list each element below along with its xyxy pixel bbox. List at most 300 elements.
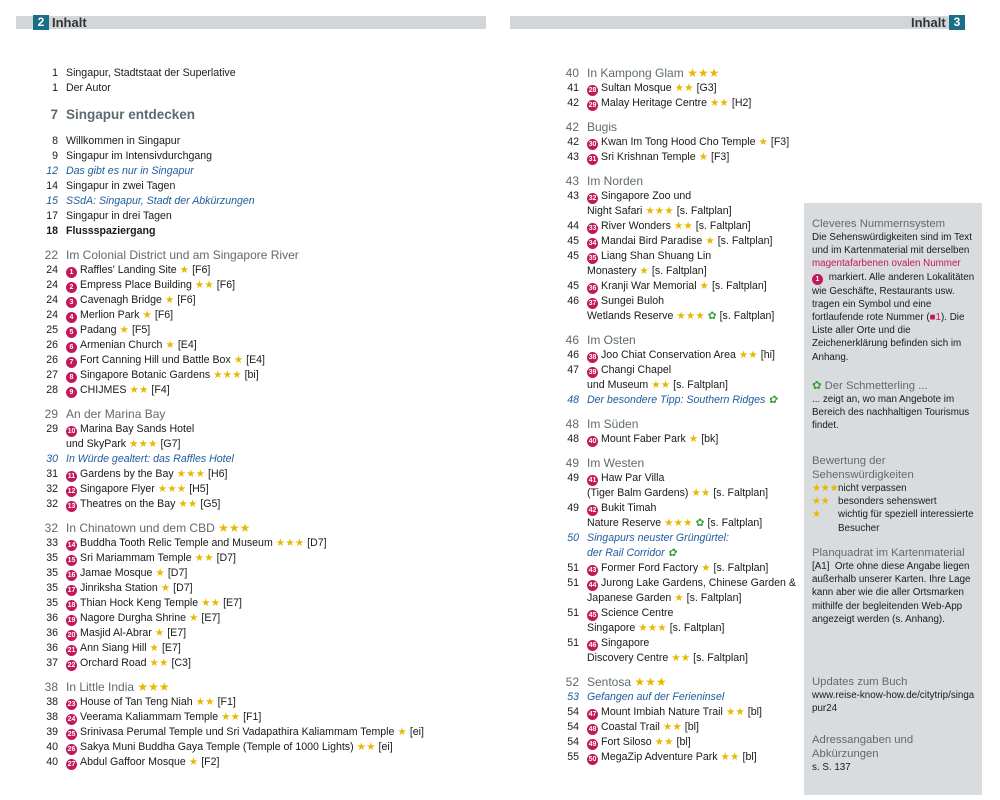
toc-row[interactable] (34, 566, 424, 581)
sight-number-badge: 4 (66, 312, 77, 323)
toc-row[interactable] (555, 456, 796, 471)
toc-page-number: 41 (567, 82, 579, 94)
butterfly-icon: ✿ (768, 394, 778, 406)
toc-entry-label: Changi Chapel (601, 364, 672, 376)
toc-row[interactable] (34, 581, 424, 596)
toc-row[interactable] (555, 591, 796, 606)
toc-entry-label: der Rail Corridor (587, 547, 665, 559)
toc-page-number (34, 437, 66, 452)
rating-stars-icon: ★★★ (687, 66, 720, 80)
toc-row[interactable] (555, 735, 796, 750)
rating-stars-icon: ★ (758, 136, 768, 148)
toc-page-number: 46 (565, 333, 579, 347)
toc-entry-label: House of Tan Teng Niah (80, 696, 193, 708)
toc-entry-label: Fort Siloso (601, 736, 652, 748)
toc-row[interactable] (34, 224, 424, 239)
rating-stars-icon: ★★ (195, 696, 215, 708)
butterfly-icon: ✿ (812, 380, 822, 392)
toc-row[interactable] (34, 194, 424, 209)
toc-row[interactable] (34, 521, 424, 536)
sight-number-badge: 25 (67, 731, 76, 738)
rating-stars-icon: ★★ (709, 97, 729, 109)
toc-entry-label: River Wonders (601, 220, 671, 232)
numbering-box (812, 217, 977, 364)
toc-page-number: 40 (46, 756, 58, 768)
rating-stars-icon: ★★ (221, 711, 241, 723)
rating-stars-icon: ★★★ (157, 483, 187, 495)
toc-row[interactable] (34, 293, 424, 308)
grid-title: Planquadrat im Kartenmaterial (812, 547, 965, 559)
toc-row[interactable] (34, 383, 424, 398)
toc-entry (587, 378, 728, 393)
toc-row[interactable] (34, 467, 424, 482)
toc-row[interactable] (555, 621, 796, 636)
toc-page-number: 36 (46, 642, 58, 654)
rating-stars-icon: ★ (188, 612, 199, 624)
toc-entry (66, 66, 236, 81)
toc-page-number: 33 (46, 537, 58, 549)
rating-stars-icon: ★★ (725, 706, 745, 718)
toc-row[interactable] (34, 209, 424, 224)
toc-page-number: 51 (567, 562, 579, 574)
sight-number-badge: 22 (67, 662, 76, 669)
rating-stars-icon: ★★★ (664, 517, 693, 529)
toc-entry-label: Singapore Botanic Gardens (80, 369, 211, 381)
toc-entry-label: Veerama Kaliammam Temple (80, 711, 219, 723)
toc-row[interactable] (34, 626, 424, 641)
toc-row[interactable] (555, 96, 796, 111)
map-grid-ref: [F3] (770, 136, 790, 148)
map-grid-ref: [E7] (167, 627, 187, 639)
toc-page-number: 49 (567, 472, 579, 484)
toc-entry (66, 626, 186, 641)
toc-entry-label: Science Centre (601, 607, 674, 619)
toc-row[interactable] (555, 675, 796, 690)
sight-number-badge: 41 (588, 477, 597, 484)
toc-row[interactable] (34, 422, 424, 437)
toc-entry (66, 134, 180, 149)
toc-page-number: 50 (567, 532, 579, 544)
map-grid-ref: [G7] (160, 438, 181, 450)
toc-row[interactable] (555, 279, 796, 294)
toc-row[interactable] (555, 546, 796, 561)
toc-row[interactable] (34, 596, 424, 611)
rating-stars-icon: ★ (701, 562, 711, 574)
toc-row[interactable] (34, 263, 424, 278)
sight-number-badge: 7 (66, 357, 77, 368)
toc-entry (587, 219, 751, 234)
toc-page-number: 1 (52, 82, 58, 94)
toc-page-number: 26 (46, 354, 58, 366)
toc-row[interactable] (34, 437, 424, 452)
left-page-title: Inhalt (52, 15, 87, 30)
sight-number-badge: 24 (67, 716, 76, 723)
toc-row[interactable] (34, 452, 424, 467)
toc-entry-label: Nagore Durgha Shrine (80, 612, 186, 624)
toc-row[interactable] (34, 179, 424, 194)
toc-entry-label: Ann Siang Hill (80, 642, 147, 654)
rating-stars-icon: ★★ (738, 349, 758, 361)
rating-stars-icon: ★★★ (638, 622, 667, 634)
toc-row[interactable] (34, 680, 424, 695)
toc-entry-label: Monastery (587, 265, 637, 277)
toc-row[interactable] (555, 363, 796, 378)
toc-entry-label: Masjid Al-Abrar (80, 627, 152, 639)
map-grid-ref: [s. Faltplan] (719, 310, 775, 322)
left-page-number: 2 (33, 15, 49, 30)
sight-number-badge: 5 (66, 327, 77, 338)
rating-stars-icon: ★★★ (645, 205, 674, 217)
toc-row[interactable] (555, 561, 796, 576)
sight-number-badge: 42 (588, 507, 597, 514)
toc-row[interactable] (34, 149, 424, 164)
map-grid-ref: [F1] (243, 711, 262, 723)
toc-entry (587, 348, 775, 363)
toc-page-number: 24 (46, 309, 58, 321)
toc-page-number: 43 (567, 151, 579, 163)
toc-row[interactable] (34, 368, 424, 383)
toc-row[interactable] (555, 234, 796, 249)
map-grid-ref: [s. Faltplan] (713, 487, 769, 499)
toc-entry (587, 189, 691, 204)
toc-row[interactable] (555, 720, 796, 735)
toc-entry (587, 561, 768, 576)
toc-entry (587, 393, 777, 408)
toc-row[interactable] (34, 656, 424, 671)
toc-row[interactable] (555, 81, 796, 96)
toc-entry-label: Nature Reserve (587, 517, 662, 529)
toc-page-number: 40 (565, 66, 579, 80)
toc-row[interactable] (555, 348, 796, 363)
toc-page-number (555, 486, 587, 501)
toc-page-number (555, 309, 587, 324)
toc-entry-label: Singapurs neuster Grüngürtel: (587, 532, 729, 544)
toc-row[interactable] (34, 66, 424, 81)
toc-row[interactable] (34, 407, 424, 422)
toc-entry-label: Wetlands Reserve (587, 310, 674, 322)
toc-entry (66, 368, 259, 383)
toc-row[interactable] (555, 432, 796, 447)
toc-entry (587, 516, 762, 531)
toc-page-number: 36 (46, 612, 58, 624)
map-grid-ref: [C3] (171, 657, 191, 669)
toc-page-number: 25 (46, 324, 58, 336)
toc-entry-label: Kwan Im Tong Hood Cho Temple (601, 136, 756, 148)
numbering-magenta: magentafarbenen ovalen Nummer (812, 258, 961, 270)
toc-entry (66, 497, 220, 512)
toc-row[interactable] (555, 501, 796, 516)
toc-row[interactable] (555, 576, 796, 591)
toc-entry (587, 651, 748, 666)
toc-entry-label: Singapur in zwei Tagen (66, 180, 176, 192)
toc-row[interactable] (555, 135, 796, 150)
toc-entry-label: Sungei Buloh (601, 295, 665, 307)
toc-page-number: 45 (567, 235, 579, 247)
toc-entry-label: Haw Par Villa (601, 472, 665, 484)
toc-entry (587, 294, 664, 309)
toc-entry-label: Flussspaziergang (66, 225, 156, 237)
updates-link[interactable]: www.reise-know-how.de/citytrip/singapur24 (812, 690, 975, 715)
toc-page-number: 37 (46, 657, 58, 669)
toc-row[interactable] (34, 551, 424, 566)
toc-entry (587, 204, 732, 219)
toc-page-number (555, 204, 587, 219)
toc-entry-label: Der Autor (66, 82, 111, 94)
toc-row[interactable] (34, 755, 424, 770)
toc-page-number: 49 (567, 502, 579, 514)
toc-row[interactable] (555, 705, 796, 720)
toc-entry-label: In Little India (66, 680, 135, 694)
toc-entry-label: Night Safari (587, 205, 643, 217)
toc-page-number: 54 (567, 736, 579, 748)
right-page-title: Inhalt (911, 15, 946, 30)
toc-row[interactable] (34, 695, 424, 710)
toc-entry-label: Gardens by the Bay (80, 468, 174, 480)
toc-page-number: 26 (46, 339, 58, 351)
numbering-title: Cleveres Nummernsystem (812, 218, 946, 230)
toc-entry (66, 293, 196, 308)
rating-stars-icon: ★ (155, 567, 165, 579)
address-title: Adressangaben und Abkürzungen (812, 734, 914, 760)
toc-page-number: 38 (46, 711, 58, 723)
butterfly-icon: ✿ (695, 517, 705, 529)
toc-row[interactable] (34, 164, 424, 179)
sight-number-badge: 10 (67, 428, 76, 435)
toc-row[interactable] (555, 264, 796, 279)
toc-entry-label: Das gibt es nur in Singapur (66, 165, 194, 177)
toc-entry (66, 611, 220, 626)
rating-stars-icon: ★★★ (129, 438, 158, 450)
map-grid-ref: [F1] (217, 696, 236, 708)
sight-number-badge: 38 (588, 354, 597, 361)
toc-page-number: 35 (46, 582, 58, 594)
toc-row[interactable] (555, 174, 796, 189)
map-grid-ref: [hi] (760, 349, 775, 361)
toc-entry (587, 750, 757, 765)
toc-entry-label: Im Colonial District und am Singapore River (66, 248, 299, 262)
toc-entry (66, 680, 170, 695)
toc-entry-label: Singapur im Intensivdurchgang (66, 150, 213, 162)
sight-number-badge: 3 (66, 297, 77, 308)
sight-number-badge: 13 (67, 503, 76, 510)
toc-entry (587, 636, 649, 651)
toc-row[interactable] (34, 725, 424, 740)
toc-page-number: 29 (44, 407, 58, 421)
map-grid-ref: [s. Faltplan] (717, 235, 773, 247)
sight-number-badge: 26 (67, 746, 76, 753)
toc-page-number: 35 (46, 597, 58, 609)
toc-row[interactable] (555, 189, 796, 204)
address-box (812, 733, 977, 774)
toc-row[interactable] (34, 497, 424, 512)
toc-entry (66, 536, 327, 551)
rating-stars-icon: ★ (160, 582, 171, 594)
toc-row[interactable] (34, 248, 424, 263)
toc-row[interactable] (34, 536, 424, 551)
toc-row[interactable] (34, 81, 424, 96)
toc-page-number: 9 (52, 150, 58, 162)
toc-row[interactable] (34, 278, 424, 293)
toc-entry (66, 521, 250, 536)
toc-page-number: 48 (567, 394, 579, 406)
toc-row[interactable] (555, 531, 796, 546)
toc-row[interactable] (555, 309, 796, 324)
toc-entry-label: Bugis (587, 120, 618, 134)
rating-stars-icon: ★★★ (176, 468, 206, 480)
toc-entry (66, 383, 170, 398)
toc-row[interactable] (555, 636, 796, 651)
toc-entry (587, 81, 717, 96)
map-grid-ref: [D7] (307, 537, 327, 549)
toc-entry (587, 675, 667, 690)
toc-entry (587, 363, 671, 378)
toc-page-number: 54 (567, 721, 579, 733)
toc-entry (66, 710, 261, 725)
toc-column-middle (555, 66, 796, 765)
numbering-text-2: markiert. Alle anderen Lokalitäten wie Geschäfte, Restaurants usw. tragen ein Symbol und eine fortlaufende rote Nummer ( (812, 271, 975, 324)
sight-number-badge: 47 (588, 711, 597, 718)
toc-page-number (555, 516, 587, 531)
toc-entry (66, 278, 235, 293)
toc-row[interactable] (555, 150, 796, 165)
toc-entry-label: Im Süden (587, 417, 639, 431)
toc-entry-label: Mandai Bird Paradise (601, 235, 703, 247)
red-number-ref: 1 (935, 312, 941, 324)
toc-row[interactable] (34, 710, 424, 725)
toc-entry-label: Kranji War Memorial (601, 280, 697, 292)
sight-number-badge: 1 (66, 267, 77, 278)
toc-entry-label: Coastal Trail (601, 721, 660, 733)
sight-number-badge: 44 (588, 582, 597, 589)
toc-entry (587, 471, 664, 486)
toc-row[interactable] (34, 611, 424, 626)
toc-page-number: 36 (46, 627, 58, 639)
toc-row[interactable] (555, 294, 796, 309)
map-grid-ref: [bl] (747, 706, 762, 718)
toc-row[interactable] (34, 353, 424, 368)
legend-sidebar (804, 203, 982, 795)
sight-number-badge: 36 (588, 285, 597, 292)
toc-entry-label: In Würde gealtert: das Raffles Hotel (66, 453, 234, 465)
toc-entry-label: Cavenagh Bridge (80, 294, 162, 306)
rating-stars-icon: ★★ (720, 751, 740, 763)
toc-entry (66, 209, 172, 224)
toc-row[interactable] (555, 486, 796, 501)
toc-row[interactable] (34, 482, 424, 497)
toc-row[interactable] (555, 66, 796, 81)
sight-number-badge: 29 (588, 102, 597, 109)
toc-row[interactable] (34, 740, 424, 755)
toc-entry-label: und SkyPark (66, 438, 127, 450)
sight-number-badge: 46 (588, 642, 597, 649)
toc-entry (66, 452, 234, 467)
toc-row[interactable] (555, 204, 796, 219)
toc-page-number: 48 (565, 417, 579, 431)
toc-page-number: 49 (565, 456, 579, 470)
toc-row[interactable] (555, 219, 796, 234)
map-grid-ref: [D7] (173, 582, 193, 594)
sight-number-badge: 27 (67, 761, 76, 768)
sight-number-badge: 31 (588, 156, 597, 163)
toc-row[interactable] (555, 378, 796, 393)
toc-page-number: 54 (567, 706, 579, 718)
map-grid-ref: [bl] (742, 751, 757, 763)
rating-stars-icon: ★★ (674, 82, 694, 94)
toc-row[interactable] (555, 393, 796, 408)
rating-stars-icon: ★★ (178, 498, 198, 510)
rating-legend-label: nicht verpassen (838, 483, 907, 494)
toc-page-number: 18 (46, 225, 58, 237)
sight-number-badge: 30 (588, 141, 597, 148)
toc-page-number: 8 (52, 135, 58, 147)
rating-stars-icon: ★ (698, 151, 709, 163)
toc-row[interactable] (555, 750, 796, 765)
toc-row[interactable] (555, 249, 796, 264)
toc-row[interactable] (34, 134, 424, 149)
toc-row[interactable] (555, 651, 796, 666)
toc-row[interactable] (555, 417, 796, 432)
sight-number-badge: 19 (67, 617, 76, 624)
sight-number-badge: 48 (588, 726, 597, 733)
butterfly-box (812, 379, 977, 433)
toc-row[interactable] (555, 120, 796, 135)
header-bar-right (510, 16, 957, 29)
toc-entry (66, 551, 236, 566)
toc-row[interactable] (34, 308, 424, 323)
rating-stars-icon: ★★ (654, 736, 674, 748)
toc-row[interactable] (34, 105, 424, 125)
rating-legend (812, 482, 977, 535)
toc-entry-label: Mount Imbiah Nature Trail (601, 706, 723, 718)
map-grid-ref: [E7] (161, 642, 181, 654)
sight-number-badge: 6 (66, 342, 77, 353)
rating-stars-icon: ★ (142, 309, 152, 321)
toc-page-number: 24 (46, 294, 58, 306)
toc-row[interactable] (34, 641, 424, 656)
sight-number-badge: 8 (66, 372, 77, 383)
toc-entry-label: Empress Place Building (80, 279, 192, 291)
toc-entry-label: Im Norden (587, 174, 644, 188)
toc-entry (66, 641, 181, 656)
toc-entry-label: Padang (80, 324, 117, 336)
toc-row[interactable] (555, 516, 796, 531)
toc-row[interactable] (555, 606, 796, 621)
toc-entry (66, 248, 299, 263)
toc-row[interactable] (34, 338, 424, 353)
toc-row[interactable] (34, 323, 424, 338)
map-grid-ref: [F6] (154, 309, 174, 321)
toc-entry (66, 194, 255, 209)
toc-row[interactable] (555, 690, 796, 705)
updates-title: Updates zum Buch (812, 676, 908, 688)
rating-stars-icon: ★ (179, 264, 190, 276)
toc-entry-label: Der besondere Tipp: Southern Ridges (587, 394, 766, 406)
toc-page-number: 43 (567, 190, 579, 202)
map-grid-ref: [G3] (696, 82, 717, 94)
toc-row[interactable] (555, 333, 796, 348)
toc-entry (587, 264, 707, 279)
butterfly-text: ... zeigt an, wo man Angebote im Bereich des nachhaltigen Tourismus findet. (812, 394, 970, 432)
toc-entry-label: Sultan Mosque (601, 82, 672, 94)
rating-stars-icon: ★★ (129, 384, 149, 396)
rating-stars-icon: ★★★ (634, 675, 667, 689)
toc-page-number: 38 (46, 696, 58, 708)
toc-entry (587, 690, 724, 705)
rating-legend-row (812, 508, 977, 534)
toc-row[interactable] (555, 471, 796, 486)
toc-entry-label: und Museum (587, 379, 649, 391)
toc-entry (66, 149, 212, 164)
